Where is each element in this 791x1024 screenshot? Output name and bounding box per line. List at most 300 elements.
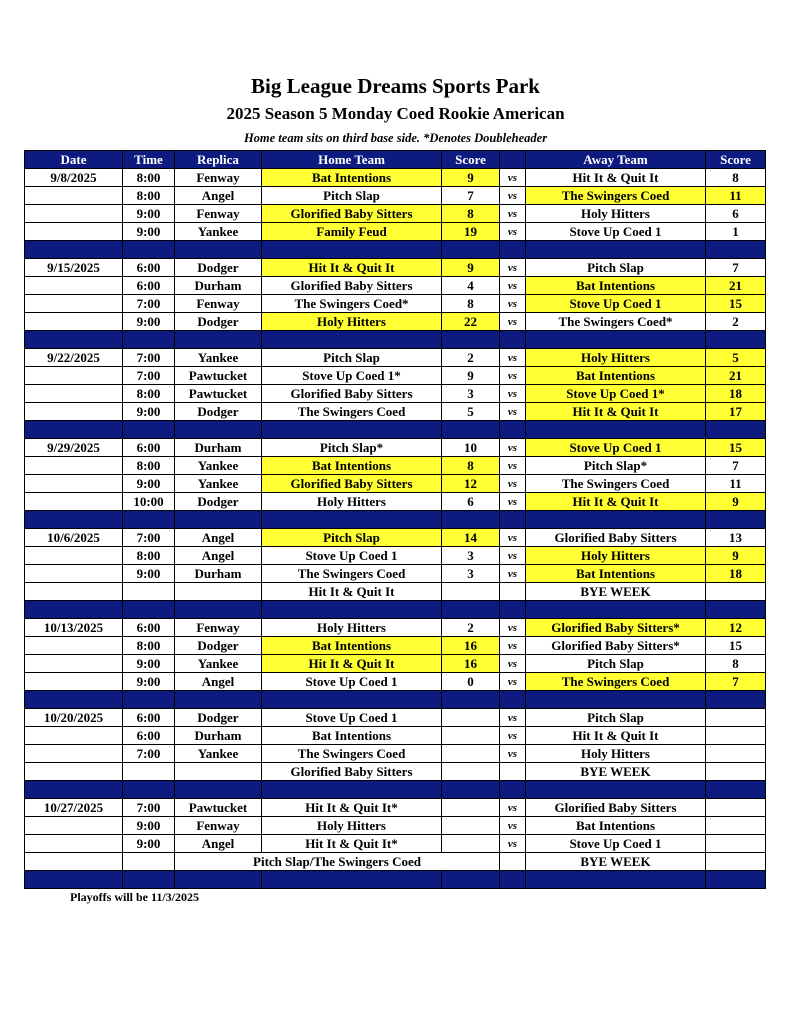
time-cell: 7:00	[123, 367, 175, 385]
page-title: Big League Dreams Sports Park	[251, 74, 540, 98]
field-cell: Fenway	[175, 169, 262, 187]
vs-cell: vs	[500, 385, 526, 403]
home-team-cell: Pitch Slap*	[262, 439, 442, 457]
home-score-cell: 22	[442, 313, 500, 331]
separator-cell	[500, 781, 526, 799]
separator-cell	[500, 601, 526, 619]
separator-cell	[442, 421, 500, 439]
date-cell: 9/22/2025	[25, 349, 123, 367]
separator-cell	[262, 331, 442, 349]
away-score-cell: 21	[706, 277, 766, 295]
away-score-cell	[706, 799, 766, 817]
away-team-cell: Glorified Baby Sitters	[526, 529, 706, 547]
separator-cell	[25, 691, 123, 709]
away-team-cell: Holy Hitters	[526, 349, 706, 367]
separator-cell	[175, 781, 262, 799]
vs-cell: vs	[500, 745, 526, 763]
away-team-cell: Glorified Baby Sitters*	[526, 619, 706, 637]
away-score-cell	[706, 853, 766, 871]
field-cell: Dodger	[175, 259, 262, 277]
date-cell	[25, 547, 123, 565]
home-score-cell: 16	[442, 655, 500, 673]
vs-cell: vs	[500, 799, 526, 817]
away-team-cell: Stove Up Coed 1	[526, 439, 706, 457]
week-separator-row	[25, 331, 766, 349]
away-score-cell: 8	[706, 655, 766, 673]
home-score-cell	[442, 817, 500, 835]
schedule-table	[24, 150, 766, 889]
date-cell	[25, 835, 123, 853]
game-row	[25, 619, 766, 637]
home-score-cell: 7	[442, 187, 500, 205]
header-replica: Replica	[175, 151, 262, 169]
home-score-cell	[442, 763, 500, 781]
separator-cell	[123, 421, 175, 439]
away-team-cell: Bat Intentions	[526, 367, 706, 385]
separator-cell	[526, 871, 706, 889]
time-cell: 9:00	[123, 313, 175, 331]
home-score-cell	[442, 709, 500, 727]
home-score-cell	[442, 835, 500, 853]
week-separator-row	[25, 691, 766, 709]
home-team-cell: Hit It & Quit It	[262, 583, 442, 601]
separator-cell	[175, 871, 262, 889]
home-score-cell: 4	[442, 277, 500, 295]
date-cell	[25, 493, 123, 511]
separator-cell	[442, 511, 500, 529]
home-score-cell	[442, 745, 500, 763]
field-cell: Dodger	[175, 709, 262, 727]
vs-cell: vs	[500, 817, 526, 835]
field-cell: Dodger	[175, 403, 262, 421]
home-score-cell: 19	[442, 223, 500, 241]
time-cell: 9:00	[123, 223, 175, 241]
separator-cell	[175, 511, 262, 529]
time-cell: 8:00	[123, 547, 175, 565]
time-cell: 9:00	[123, 655, 175, 673]
game-row	[25, 313, 766, 331]
separator-cell	[706, 781, 766, 799]
time-cell: 9:00	[123, 817, 175, 835]
game-row	[25, 565, 766, 583]
away-team-cell: BYE WEEK	[526, 763, 706, 781]
field-cell: Durham	[175, 439, 262, 457]
home-team-cell: Stove Up Coed 1*	[262, 367, 442, 385]
separator-cell	[500, 331, 526, 349]
game-row	[25, 277, 766, 295]
game-row	[25, 205, 766, 223]
home-team-cell: The Swingers Coed	[262, 403, 442, 421]
time-cell: 6:00	[123, 439, 175, 457]
separator-cell	[526, 241, 706, 259]
away-team-cell: Glorified Baby Sitters	[526, 799, 706, 817]
separator-cell	[262, 601, 442, 619]
date-cell	[25, 313, 123, 331]
vs-cell: vs	[500, 349, 526, 367]
separator-cell	[262, 871, 442, 889]
away-score-cell: 18	[706, 565, 766, 583]
separator-cell	[442, 871, 500, 889]
time-cell: 6:00	[123, 709, 175, 727]
away-score-cell	[706, 709, 766, 727]
home-score-cell: 3	[442, 385, 500, 403]
time-cell	[123, 763, 175, 781]
separator-cell	[123, 511, 175, 529]
field-cell: Pawtucket	[175, 385, 262, 403]
game-row	[25, 223, 766, 241]
away-team-cell: Pitch Slap*	[526, 457, 706, 475]
vs-cell	[500, 853, 526, 871]
home-team-cell: Glorified Baby Sitters	[262, 385, 442, 403]
away-score-cell: 9	[706, 493, 766, 511]
away-team-cell: Stove Up Coed 1	[526, 835, 706, 853]
away-score-cell	[706, 817, 766, 835]
vs-cell: vs	[500, 277, 526, 295]
field-cell: Yankee	[175, 457, 262, 475]
date-cell	[25, 223, 123, 241]
time-cell: 7:00	[123, 349, 175, 367]
date-cell	[25, 277, 123, 295]
vs-cell: vs	[500, 187, 526, 205]
separator-cell	[175, 691, 262, 709]
home-score-cell: 16	[442, 637, 500, 655]
away-team-cell: Stove Up Coed 1	[526, 223, 706, 241]
game-row	[25, 763, 766, 781]
game-row	[25, 403, 766, 421]
away-score-cell	[706, 727, 766, 745]
home-score-cell: 14	[442, 529, 500, 547]
week-separator-row	[25, 871, 766, 889]
home-team-cell: Bat Intentions	[262, 637, 442, 655]
away-score-cell: 13	[706, 529, 766, 547]
date-cell	[25, 727, 123, 745]
home-team-cell: Holy Hitters	[262, 619, 442, 637]
separator-cell	[526, 601, 706, 619]
home-team-cell: Glorified Baby Sitters	[262, 277, 442, 295]
separator-cell	[262, 241, 442, 259]
game-row	[25, 295, 766, 313]
away-team-cell: Holy Hitters	[526, 205, 706, 223]
time-cell: 6:00	[123, 277, 175, 295]
separator-cell	[175, 331, 262, 349]
away-score-cell: 5	[706, 349, 766, 367]
home-team-cell: Bat Intentions	[262, 727, 442, 745]
game-row	[25, 655, 766, 673]
date-cell: 10/6/2025	[25, 529, 123, 547]
game-row	[25, 709, 766, 727]
away-score-cell: 7	[706, 673, 766, 691]
week-separator-row	[25, 601, 766, 619]
home-team-cell: Family Feud	[262, 223, 442, 241]
separator-cell	[123, 871, 175, 889]
time-cell: 6:00	[123, 619, 175, 637]
field-cell: Angel	[175, 529, 262, 547]
game-row	[25, 349, 766, 367]
header-time: Time	[123, 151, 175, 169]
vs-cell: vs	[500, 367, 526, 385]
game-row	[25, 583, 766, 601]
away-team-cell: The Swingers Coed	[526, 673, 706, 691]
vs-cell: vs	[500, 547, 526, 565]
date-cell	[25, 475, 123, 493]
home-score-cell: 2	[442, 619, 500, 637]
away-team-cell: BYE WEEK	[526, 853, 706, 871]
home-team-cell: The Swingers Coed	[262, 745, 442, 763]
date-cell	[25, 673, 123, 691]
game-row	[25, 745, 766, 763]
game-row	[25, 529, 766, 547]
header-home-team: Home Team	[262, 151, 442, 169]
home-team-cell: The Swingers Coed*	[262, 295, 442, 313]
week-separator-row	[25, 781, 766, 799]
separator-cell	[706, 871, 766, 889]
separator-cell	[123, 781, 175, 799]
vs-cell: vs	[500, 259, 526, 277]
away-score-cell: 7	[706, 457, 766, 475]
separator-cell	[442, 691, 500, 709]
away-score-cell: 15	[706, 637, 766, 655]
separator-cell	[123, 331, 175, 349]
time-cell: 7:00	[123, 295, 175, 313]
home-score-cell: 9	[442, 259, 500, 277]
date-cell	[25, 295, 123, 313]
header-home-score: Score	[442, 151, 500, 169]
separator-cell	[526, 691, 706, 709]
away-score-cell	[706, 745, 766, 763]
away-team-cell: Holy Hitters	[526, 547, 706, 565]
time-cell: 9:00	[123, 673, 175, 691]
separator-cell	[175, 421, 262, 439]
game-row	[25, 547, 766, 565]
separator-cell	[262, 691, 442, 709]
home-team-cell: The Swingers Coed	[262, 565, 442, 583]
vs-cell: vs	[500, 637, 526, 655]
home-team-cell: Glorified Baby Sitters	[262, 205, 442, 223]
away-score-cell: 6	[706, 205, 766, 223]
away-team-cell: BYE WEEK	[526, 583, 706, 601]
field-cell: Yankee	[175, 655, 262, 673]
vs-cell: vs	[500, 655, 526, 673]
field-cell: Angel	[175, 187, 262, 205]
home-score-cell: 3	[442, 547, 500, 565]
away-team-cell: The Swingers Coed	[526, 187, 706, 205]
field-cell	[175, 763, 262, 781]
away-score-cell	[706, 763, 766, 781]
home-team-cell: Holy Hitters	[262, 313, 442, 331]
vs-cell: vs	[500, 205, 526, 223]
date-cell	[25, 565, 123, 583]
home-team-cell: Hit It & Quit It*	[262, 835, 442, 853]
home-team-cell: Bat Intentions	[262, 169, 442, 187]
field-cell: Fenway	[175, 619, 262, 637]
separator-cell	[262, 511, 442, 529]
separator-cell	[500, 871, 526, 889]
separator-cell	[262, 421, 442, 439]
field-cell	[175, 583, 262, 601]
date-cell	[25, 583, 123, 601]
game-row	[25, 259, 766, 277]
separator-cell	[442, 781, 500, 799]
game-row	[25, 637, 766, 655]
away-score-cell: 15	[706, 295, 766, 313]
time-cell: 9:00	[123, 565, 175, 583]
vs-cell: vs	[500, 619, 526, 637]
vs-cell: vs	[500, 727, 526, 745]
away-team-cell: Bat Intentions	[526, 565, 706, 583]
separator-cell	[500, 241, 526, 259]
home-score-cell	[442, 583, 500, 601]
field-cell: Yankee	[175, 745, 262, 763]
field-cell: Angel	[175, 673, 262, 691]
away-score-cell: 1	[706, 223, 766, 241]
header-away-score: Score	[706, 151, 766, 169]
vs-cell: vs	[500, 529, 526, 547]
away-score-cell: 8	[706, 169, 766, 187]
vs-cell: vs	[500, 709, 526, 727]
separator-cell	[706, 691, 766, 709]
time-cell: 8:00	[123, 169, 175, 187]
separator-cell	[500, 691, 526, 709]
time-cell: 9:00	[123, 205, 175, 223]
separator-cell	[25, 601, 123, 619]
date-cell	[25, 817, 123, 835]
home-team-cell: Pitch Slap	[262, 349, 442, 367]
vs-cell: vs	[500, 403, 526, 421]
field-cell: Durham	[175, 727, 262, 745]
date-cell	[25, 385, 123, 403]
vs-cell: vs	[500, 835, 526, 853]
game-row	[25, 439, 766, 457]
separator-cell	[25, 871, 123, 889]
home-score-cell: 10	[442, 439, 500, 457]
date-cell	[25, 655, 123, 673]
schedule-body	[25, 169, 766, 889]
home-score-cell	[442, 799, 500, 817]
away-score-cell	[706, 583, 766, 601]
field-cell: Angel	[175, 835, 262, 853]
vs-cell: vs	[500, 457, 526, 475]
schedule-note: Home team sits on third base side. *Denotes Doubleheader	[243, 131, 548, 145]
away-score-cell: 18	[706, 385, 766, 403]
home-score-cell: 9	[442, 367, 500, 385]
home-score-cell: 6	[442, 493, 500, 511]
separator-cell	[706, 241, 766, 259]
separator-cell	[500, 421, 526, 439]
field-cell: Durham	[175, 277, 262, 295]
week-separator-row	[25, 241, 766, 259]
away-score-cell: 15	[706, 439, 766, 457]
vs-cell: vs	[500, 439, 526, 457]
away-team-cell: Bat Intentions	[526, 277, 706, 295]
away-team-cell: Glorified Baby Sitters*	[526, 637, 706, 655]
away-team-cell: Hit It & Quit It	[526, 169, 706, 187]
game-row	[25, 817, 766, 835]
date-cell	[25, 187, 123, 205]
home-team-cell: Pitch Slap/The Swingers Coed	[175, 853, 500, 871]
game-row	[25, 169, 766, 187]
home-score-cell: 12	[442, 475, 500, 493]
separator-cell	[175, 601, 262, 619]
field-cell: Fenway	[175, 205, 262, 223]
away-score-cell	[706, 835, 766, 853]
game-row	[25, 673, 766, 691]
home-team-cell: Hit It & Quit It	[262, 655, 442, 673]
field-cell: Yankee	[175, 475, 262, 493]
away-team-cell: Pitch Slap	[526, 709, 706, 727]
away-team-cell: The Swingers Coed	[526, 475, 706, 493]
time-cell: 7:00	[123, 529, 175, 547]
home-score-cell: 8	[442, 205, 500, 223]
vs-cell: vs	[500, 313, 526, 331]
home-team-cell: Pitch Slap	[262, 187, 442, 205]
game-row	[25, 853, 766, 871]
date-cell	[25, 403, 123, 421]
separator-cell	[262, 781, 442, 799]
game-row	[25, 835, 766, 853]
time-cell: 9:00	[123, 475, 175, 493]
separator-cell	[706, 331, 766, 349]
time-cell: 7:00	[123, 745, 175, 763]
time-cell	[123, 583, 175, 601]
header-date: Date	[25, 151, 123, 169]
date-cell: 10/13/2025	[25, 619, 123, 637]
game-row	[25, 457, 766, 475]
field-cell: Yankee	[175, 223, 262, 241]
separator-cell	[175, 241, 262, 259]
date-cell	[25, 763, 123, 781]
date-cell: 10/20/2025	[25, 709, 123, 727]
separator-cell	[123, 691, 175, 709]
game-row	[25, 493, 766, 511]
field-cell: Yankee	[175, 349, 262, 367]
home-score-cell: 5	[442, 403, 500, 421]
time-cell: 8:00	[123, 637, 175, 655]
away-score-cell: 17	[706, 403, 766, 421]
field-cell: Dodger	[175, 313, 262, 331]
separator-cell	[526, 421, 706, 439]
time-cell: 9:00	[123, 403, 175, 421]
home-score-cell: 2	[442, 349, 500, 367]
separator-cell	[442, 601, 500, 619]
vs-cell	[500, 583, 526, 601]
field-cell: Fenway	[175, 817, 262, 835]
separator-cell	[526, 331, 706, 349]
home-team-cell: Hit It & Quit It	[262, 259, 442, 277]
time-cell: 9:00	[123, 835, 175, 853]
playoffs-note: Playoffs will be 11/3/2025	[70, 890, 199, 904]
time-cell: 6:00	[123, 727, 175, 745]
week-separator-row	[25, 511, 766, 529]
date-cell: 9/8/2025	[25, 169, 123, 187]
home-team-cell: Holy Hitters	[262, 817, 442, 835]
separator-cell	[706, 421, 766, 439]
page-subtitle: 2025 Season 5 Monday Coed Rookie American	[226, 104, 565, 123]
separator-cell	[25, 331, 123, 349]
separator-cell	[442, 331, 500, 349]
separator-cell	[706, 601, 766, 619]
game-row	[25, 799, 766, 817]
vs-cell: vs	[500, 565, 526, 583]
time-cell: 10:00	[123, 493, 175, 511]
separator-cell	[706, 511, 766, 529]
header-away-team: Away Team	[526, 151, 706, 169]
week-separator-row	[25, 421, 766, 439]
separator-cell	[442, 241, 500, 259]
date-cell	[25, 205, 123, 223]
away-team-cell: Hit It & Quit It	[526, 403, 706, 421]
away-score-cell: 21	[706, 367, 766, 385]
home-team-cell: Pitch Slap	[262, 529, 442, 547]
